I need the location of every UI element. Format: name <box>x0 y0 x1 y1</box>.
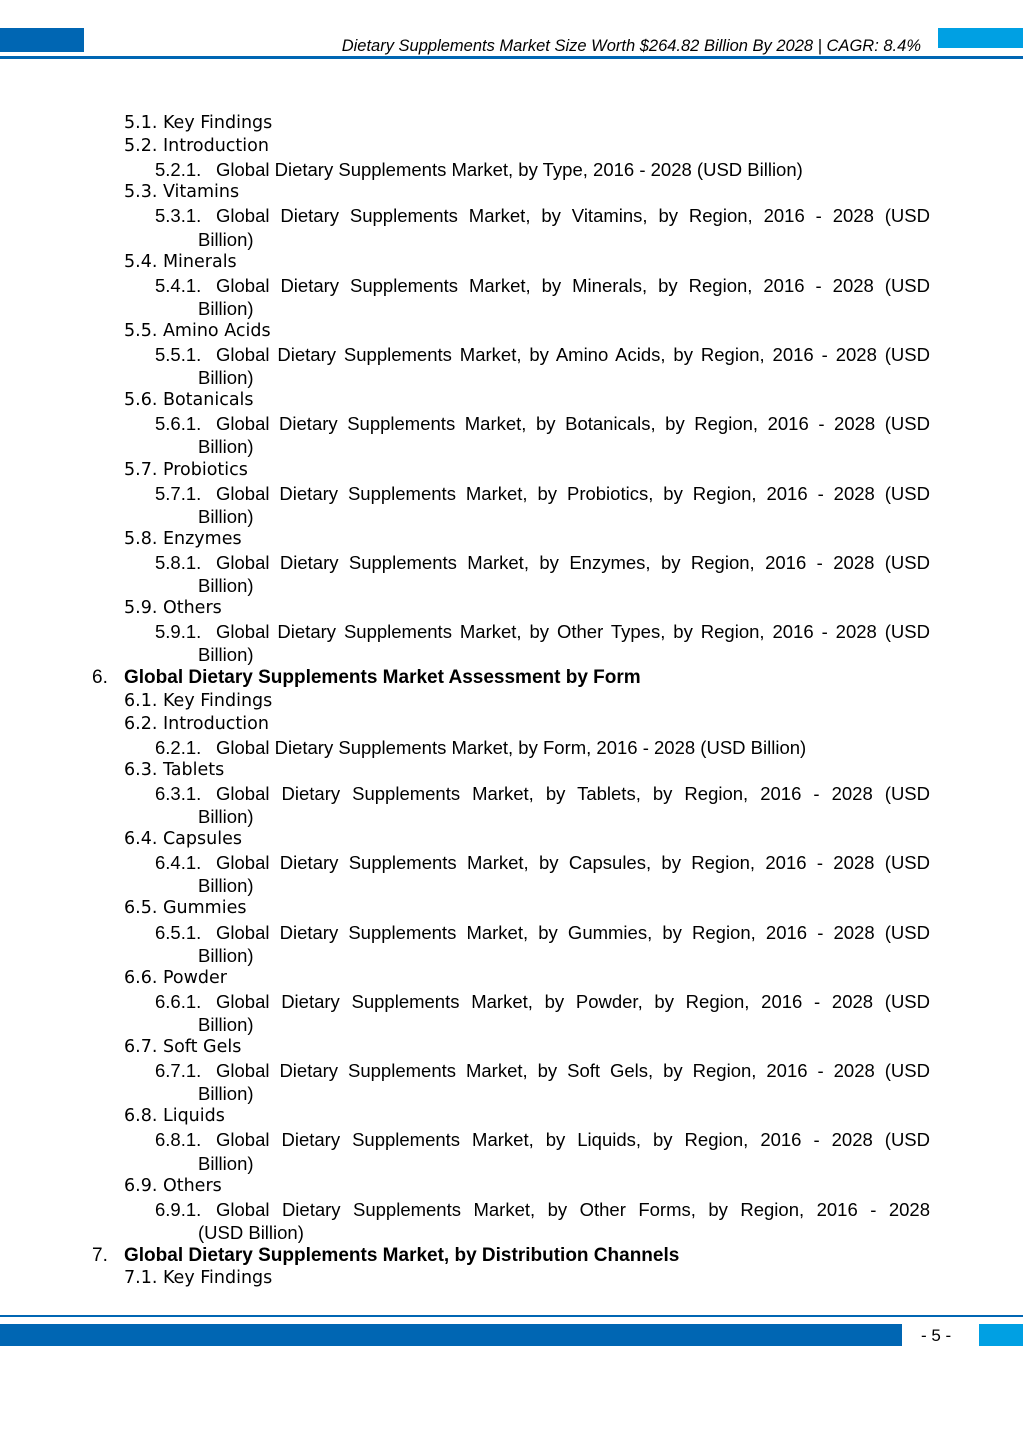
toc-entry-number: 5.8.1. <box>155 551 202 573</box>
toc-entry <box>155 343 930 366</box>
toc-subsection: 5.8. Enzymes <box>124 528 242 549</box>
footer-bar <box>0 1324 902 1346</box>
toc-entry <box>155 551 930 574</box>
toc-entry-continuation: Billion) <box>198 367 254 389</box>
toc-entry-text: Global Dietary Supplements Market, by Other Forms, by Region, 2016 - 2028 <box>216 1198 930 1220</box>
toc-entry <box>155 204 930 227</box>
toc-entry-continuation: Billion) <box>198 575 254 596</box>
toc-entry-number: 6.5.1. <box>155 921 202 943</box>
toc-entry <box>155 1128 930 1151</box>
toc-subsection: 6.1. Key Findings <box>124 690 273 711</box>
toc-entry-continuation: Billion) <box>198 228 254 250</box>
toc-entry-continuation: Billion) <box>198 505 254 527</box>
toc-subsection: 5.4. Minerals <box>124 251 237 272</box>
toc-subsection: 5.1. Key Findings <box>124 113 273 133</box>
toc-entry-continuation: Billion) <box>198 644 254 666</box>
toc-entry-continuation: Billion) <box>198 297 254 319</box>
toc-entry-text: Global Dietary Supplements Market, by Probiotics, by Region, 2016 - 2028 (USD <box>216 482 930 504</box>
toc-entry-text: Global Dietary Supplements Market, by Other Types, by Region, 2016 - 2028 (USD <box>216 621 930 643</box>
toc-entry-text: Global Dietary Supplements Market, by Soft Gels, by Region, 2016 - 2028 (USD <box>216 1060 930 1082</box>
toc-subsection: 5.2. Introduction <box>124 136 269 157</box>
toc-entry <box>155 1198 930 1221</box>
toc-entry-text: Global Dietary Supplements Market, by Liquids, by Region, 2016 - 2028 (USD <box>216 1129 930 1151</box>
toc-entry-text: Global Dietary Supplements Market, by Enzymes, by Region, 2016 - 2028 (USD <box>216 551 930 573</box>
toc-entry-text: Global Dietary Supplements Market, by Amino Acids, by Region, 2016 - 2028 (USD <box>216 344 930 365</box>
toc-entry <box>155 736 930 759</box>
toc-subsection: 6.9. Others <box>124 1175 222 1196</box>
header-title: Dietary Supplements Market Size Worth $264.82 Billion By 2028 | CAGR: 8.4% <box>341 37 921 55</box>
toc-subsection: 5.3. Vitamins <box>124 182 240 203</box>
toc-entry-text: Global Dietary Supplements Market, by Powder, by Region, 2016 - 2028 (USD <box>216 990 930 1012</box>
toc-entry-text: Global Dietary Supplements Market, by Vitamins, by Region, 2016 - 2028 (USD <box>216 205 930 227</box>
toc-subsection: 7.1. Key Findings <box>124 1268 273 1288</box>
toc-entry-text: Global Dietary Supplements Market, by Form, 2016 - 2028 (USD Billion) <box>216 736 807 758</box>
toc-section-heading <box>92 1244 679 1267</box>
toc-entry <box>155 990 930 1013</box>
toc-entry-number: 5.2.1. <box>155 159 202 181</box>
toc-subsection: 5.5. Amino Acids <box>124 320 271 341</box>
toc-section-number: 7. <box>92 1244 108 1266</box>
toc-subsection: 5.7. Probiotics <box>124 459 248 480</box>
toc-entry-number: 5.5.1. <box>155 344 202 365</box>
toc-subsection: 5.9. Others <box>124 598 222 619</box>
toc-entry-number: 6.7.1. <box>155 1060 202 1082</box>
toc-entry-number: 5.7.1. <box>155 482 202 504</box>
toc-entry <box>155 921 930 944</box>
toc-entry-continuation: Billion) <box>198 944 254 966</box>
toc-entry <box>155 158 930 181</box>
toc-entry-continuation: Billion) <box>198 875 254 897</box>
footer-rule <box>0 1315 1023 1317</box>
toc-entry <box>155 412 930 435</box>
toc-entry-number: 6.9.1. <box>155 1198 202 1220</box>
toc-entry-continuation: Billion) <box>198 806 254 827</box>
header-accent-block-left <box>0 28 84 52</box>
toc-subsection: 6.7. Soft Gels <box>124 1037 242 1057</box>
toc-entry-continuation: (USD Billion) <box>198 1221 304 1243</box>
toc-entry-continuation: Billion) <box>198 436 254 458</box>
toc-entry-text: Global Dietary Supplements Market, by Gummies, by Region, 2016 - 2028 (USD <box>216 921 930 943</box>
toc-entry <box>155 851 930 874</box>
page-number: - 5 - <box>921 1326 952 1345</box>
toc-entry-continuation: Billion) <box>198 1013 254 1035</box>
toc-entry-text: Global Dietary Supplements Market, by Botanicals, by Region, 2016 - 2028 (USD <box>216 413 930 435</box>
toc-subsection: 5.6. Botanicals <box>124 390 254 411</box>
toc-entry <box>155 782 930 805</box>
toc-section-number: 6. <box>92 667 108 689</box>
toc-subsection: 6.6. Powder <box>124 967 227 988</box>
toc-entry <box>155 274 930 297</box>
toc-entry-number: 6.8.1. <box>155 1129 202 1151</box>
toc-section-heading <box>92 666 641 689</box>
toc-entry-number: 6.3.1. <box>155 782 202 804</box>
footer-accent-block <box>979 1324 1023 1346</box>
toc-entry-number: 6.2.1. <box>155 736 202 758</box>
toc-entry-text: Global Dietary Supplements Market, by Capsules, by Region, 2016 - 2028 (USD <box>216 852 930 874</box>
toc-section-title: Global Dietary Supplements Market, by Distribution Channels <box>124 1244 680 1266</box>
toc-entry-text: Global Dietary Supplements Market, by Tablets, by Region, 2016 - 2028 (USD <box>216 782 930 804</box>
toc-entry-number: 6.6.1. <box>155 990 202 1012</box>
toc-subsection: 6.4. Capsules <box>124 829 242 850</box>
toc-entry <box>155 482 930 505</box>
toc-entry <box>155 1059 930 1082</box>
toc-subsection: 6.5. Gummies <box>124 898 247 919</box>
toc-entry-number: 5.4.1. <box>155 274 202 296</box>
header-rule <box>0 56 1023 59</box>
toc-section-title: Global Dietary Supplements Market Assessment by Form <box>124 667 641 689</box>
toc-subsection: 6.2. Introduction <box>124 713 269 734</box>
toc-entry-text: Global Dietary Supplements Market, by Minerals, by Region, 2016 - 2028 (USD <box>216 274 930 296</box>
toc-subsection: 6.3. Tablets <box>124 759 225 780</box>
toc-entry-number: 5.3.1. <box>155 205 202 227</box>
toc-entry-number: 5.9.1. <box>155 621 202 643</box>
toc-entry-continuation: Billion) <box>198 1152 254 1174</box>
toc-entry-text: Global Dietary Supplements Market, by Type, 2016 - 2028 (USD Billion) <box>216 159 803 181</box>
toc-subsection: 6.8. Liquids <box>124 1106 225 1127</box>
toc-entry <box>155 620 930 643</box>
toc-entry-continuation: Billion) <box>198 1083 254 1105</box>
toc-entry-number: 5.6.1. <box>155 413 202 435</box>
header-accent-block-right <box>938 28 1023 48</box>
toc-entry-number: 6.4.1. <box>155 852 202 874</box>
